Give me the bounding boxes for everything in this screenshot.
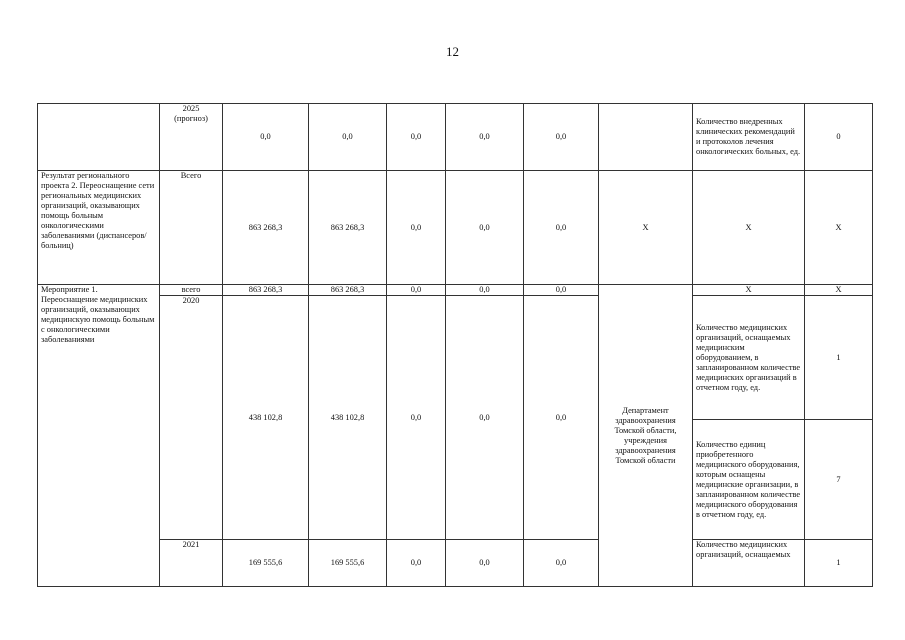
value-cell: 169 555,6 bbox=[309, 540, 387, 587]
indicator-value-cell: Х bbox=[805, 171, 873, 285]
value-cell: 0,0 bbox=[223, 104, 309, 171]
indicator-cell: Количество медицинских организаций, оснащаемых bbox=[693, 540, 805, 587]
value-cell: 0,0 bbox=[387, 296, 446, 540]
value-cell: 863 268,3 bbox=[223, 285, 309, 296]
responsible-cell: Департамент здравоохранения Томской области, учреждения здравоохранения Томской области bbox=[599, 285, 693, 587]
indicator-value-cell: Х bbox=[805, 285, 873, 296]
indicator-cell: Количество медицинских организаций, оснащаемых медицинским оборудованием, в запланированном количестве медицинских организаций в отчетном году, ед. bbox=[693, 296, 805, 420]
value-cell: 438 102,8 bbox=[309, 296, 387, 540]
value-cell: 169 555,6 bbox=[223, 540, 309, 587]
value-cell: 863 268,3 bbox=[309, 285, 387, 296]
value-cell: 0,0 bbox=[309, 104, 387, 171]
value-cell: 0,0 bbox=[446, 285, 524, 296]
value-cell: 0,0 bbox=[524, 285, 599, 296]
table-row bbox=[38, 171, 873, 285]
indicator-value-cell: 0 bbox=[805, 104, 873, 171]
value-cell: 0,0 bbox=[387, 171, 446, 285]
indicator-value-cell: 1 bbox=[805, 296, 873, 420]
value-cell: 438 102,8 bbox=[223, 296, 309, 540]
value-cell: 0,0 bbox=[387, 285, 446, 296]
value-cell: 863 268,3 bbox=[223, 171, 309, 285]
table-row bbox=[38, 285, 873, 296]
value-cell: 0,0 bbox=[446, 540, 524, 587]
result-name-cell: Результат регионального проекта 2. Переоснащение сети региональных медицинских организаций, оказывающих помощь больным онкологическими заболеваниями (диспансеров/больниц) bbox=[38, 171, 160, 285]
indicator-cell: Х bbox=[693, 285, 805, 296]
measure-name-cell: Мероприятие 1. Переоснащение медицинских организаций, оказывающих медицинскую помощь больным с онкологическими заболеваниями bbox=[38, 285, 160, 587]
value-cell: 0,0 bbox=[446, 171, 524, 285]
responsible-cell bbox=[599, 104, 693, 171]
budget-table bbox=[37, 103, 873, 587]
value-cell: 0,0 bbox=[524, 171, 599, 285]
indicator-cell: Х bbox=[693, 171, 805, 285]
table-row bbox=[38, 540, 873, 587]
value-cell: 0,0 bbox=[446, 296, 524, 540]
value-cell: 0,0 bbox=[446, 104, 524, 171]
table-row bbox=[38, 104, 873, 171]
value-cell: 0,0 bbox=[387, 104, 446, 171]
table-body bbox=[38, 104, 873, 587]
value-cell: 0,0 bbox=[387, 540, 446, 587]
indicator-cell: Количество внедренных клинических рекомендаций и протоколов лечения онкологических больных, ед. bbox=[693, 104, 805, 171]
table-row bbox=[38, 296, 873, 420]
responsible-cell: Х bbox=[599, 171, 693, 285]
indicator-value-cell: 7 bbox=[805, 420, 873, 540]
page-number: 12 bbox=[446, 44, 459, 59]
year-cell: 2021 bbox=[160, 540, 223, 587]
value-cell: 863 268,3 bbox=[309, 171, 387, 285]
year-cell: 2025 (прогноз) bbox=[160, 104, 223, 171]
value-cell: 0,0 bbox=[524, 104, 599, 171]
year-cell: Всего bbox=[160, 171, 223, 285]
row-name-cell bbox=[38, 104, 160, 171]
indicator-cell: Количество единиц приобретенного медицинского оборудования, которым оснащены медицинские организации, в запланированном количестве медицинского оборудования в отчетном году, ед. bbox=[693, 420, 805, 540]
value-cell: 0,0 bbox=[524, 296, 599, 540]
year-cell: 2020 bbox=[160, 296, 223, 540]
value-cell: 0,0 bbox=[524, 540, 599, 587]
indicator-value-cell: 1 bbox=[805, 540, 873, 587]
year-cell: всего bbox=[160, 285, 223, 296]
